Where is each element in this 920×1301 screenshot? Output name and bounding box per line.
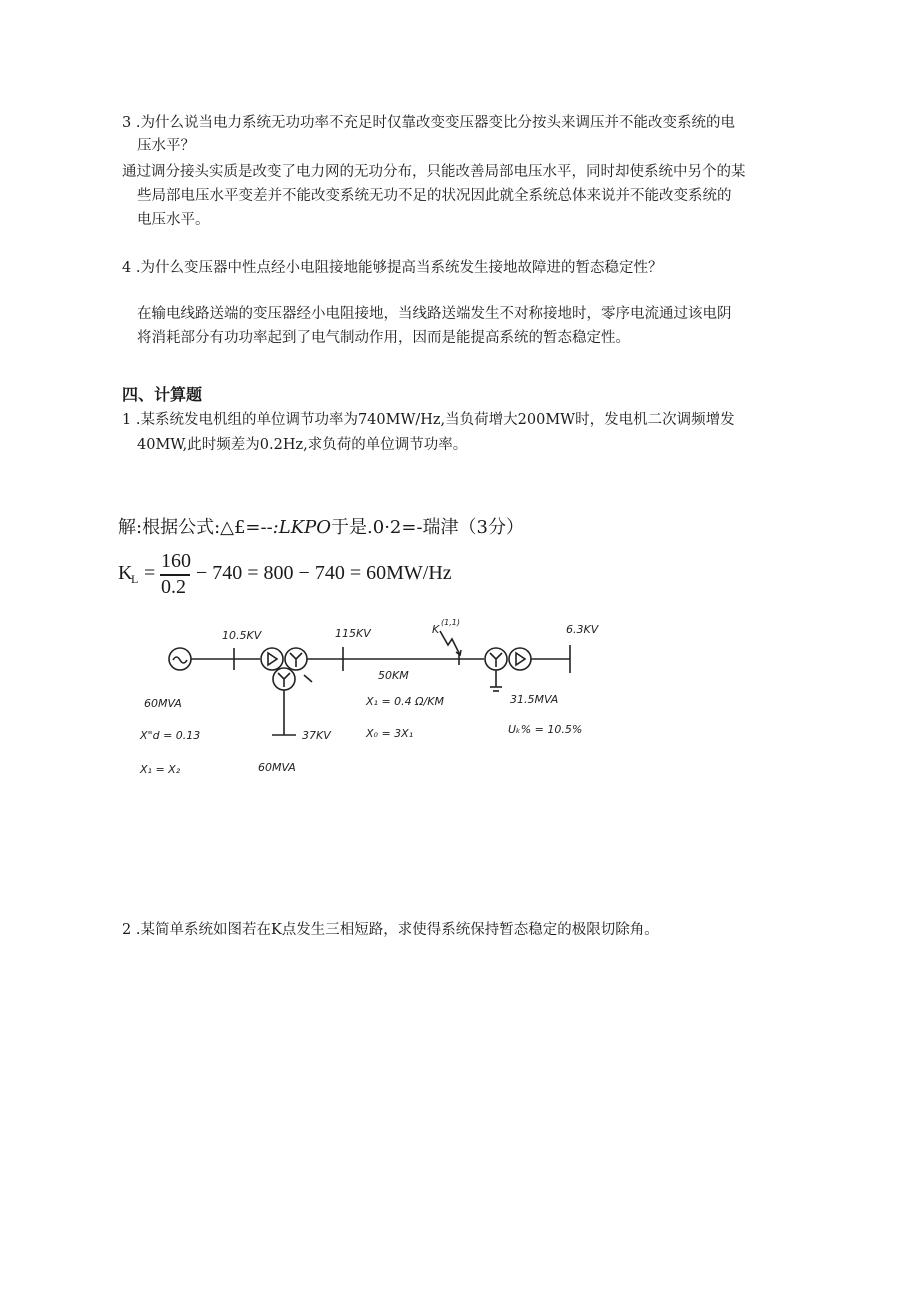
- problem1-line2: 40MW,此时频差为0.2Hz,求负荷的单位调节功率。: [137, 437, 468, 453]
- q3-question-line2: 压水平？: [137, 138, 195, 154]
- problem1-line1: 1 .某系统发电机组的单位调节功率为740MW/Hz,当负荷增大200MW时，发电机二次调频增发: [122, 412, 735, 428]
- section-title: 四、计算题: [122, 385, 203, 404]
- formula-lhs: K: [118, 562, 133, 584]
- formula-lhs-subscript: L: [131, 572, 139, 586]
- label-fault: K: [432, 623, 440, 636]
- label-length: 50KM: [378, 669, 409, 682]
- label-37kv: 37KV: [302, 729, 331, 742]
- label-uk: Uₖ% = 10.5%: [508, 723, 583, 736]
- generator-wave: [173, 657, 187, 663]
- label-line-x0: X₀ = 3X₁: [366, 727, 414, 740]
- label-gen-mva: 60MVA: [144, 697, 182, 710]
- q4-answer-line1: 在输电线路送端的变压器经小电阻接地，当线路送端发生不对称接地时，零序电流通过该电阴: [137, 306, 732, 322]
- q3-answer-line3: 电压水平。: [137, 212, 210, 228]
- q3-answer-line1: 通过调分接头实质是改变了电力网的无功分布，只能改善局部电压水平，同时却使系统中另个的某: [122, 164, 746, 180]
- label-line-x1: X₁ = 0.4 Ω/KM: [366, 695, 444, 708]
- label-6kv: 6.3KV: [566, 623, 599, 636]
- fault-arrow: [440, 631, 460, 655]
- q4-answer-line2: 将消耗部分有功功率起到了电气制动作用，因而是能提高系统的暂态稳定性。: [137, 330, 630, 346]
- label-gen-x12: X₁ = X₂: [140, 763, 181, 776]
- solution-part-b: :LKPO: [272, 517, 332, 538]
- formula-rest: − 740 = 800 − 740 = 60MW/Hz: [196, 562, 452, 584]
- label-fault-sup: (1,1): [441, 618, 460, 627]
- formula-numerator: 160: [161, 550, 191, 572]
- solution-part-a: 解:根据公式:△£=--: [118, 517, 273, 538]
- solution-part-c: 于是.0·2=-瑞津（3分）: [331, 517, 524, 538]
- q3-answer-line2: 些局部电压水平变差并不能改变系统无功不足的状况因此就全系统总体来说并不能改变系统的: [137, 188, 732, 204]
- label-t3-mva: 60MVA: [258, 761, 296, 774]
- problem2: 2 .某简单系统如图若在K点发生三相短路，求使得系统保持暂态稳定的极限切除角。: [122, 922, 659, 938]
- label-10kv: 10.5KV: [222, 629, 262, 642]
- solution-text: [118, 513, 524, 539]
- label-t2-mva: 31.5MVA: [510, 693, 559, 706]
- q4-question: 4 .为什么变压器中性点经小电阻接地能够提高当系统发生接地故障进的暂态稳定性？: [122, 260, 663, 276]
- formula-denominator: 0.2: [161, 576, 186, 598]
- circuit-diagram: [130, 605, 610, 785]
- label-115kv: 115KV: [335, 627, 371, 640]
- label-gen-xd: X"d = 0.13: [140, 729, 201, 742]
- formula-equals: =: [144, 562, 156, 584]
- q3-question-line1: 3 .为什么说当电力系统无功功率不充足时仅靠改变变压器变比分按头来调压并不能改变系统的电: [122, 115, 735, 131]
